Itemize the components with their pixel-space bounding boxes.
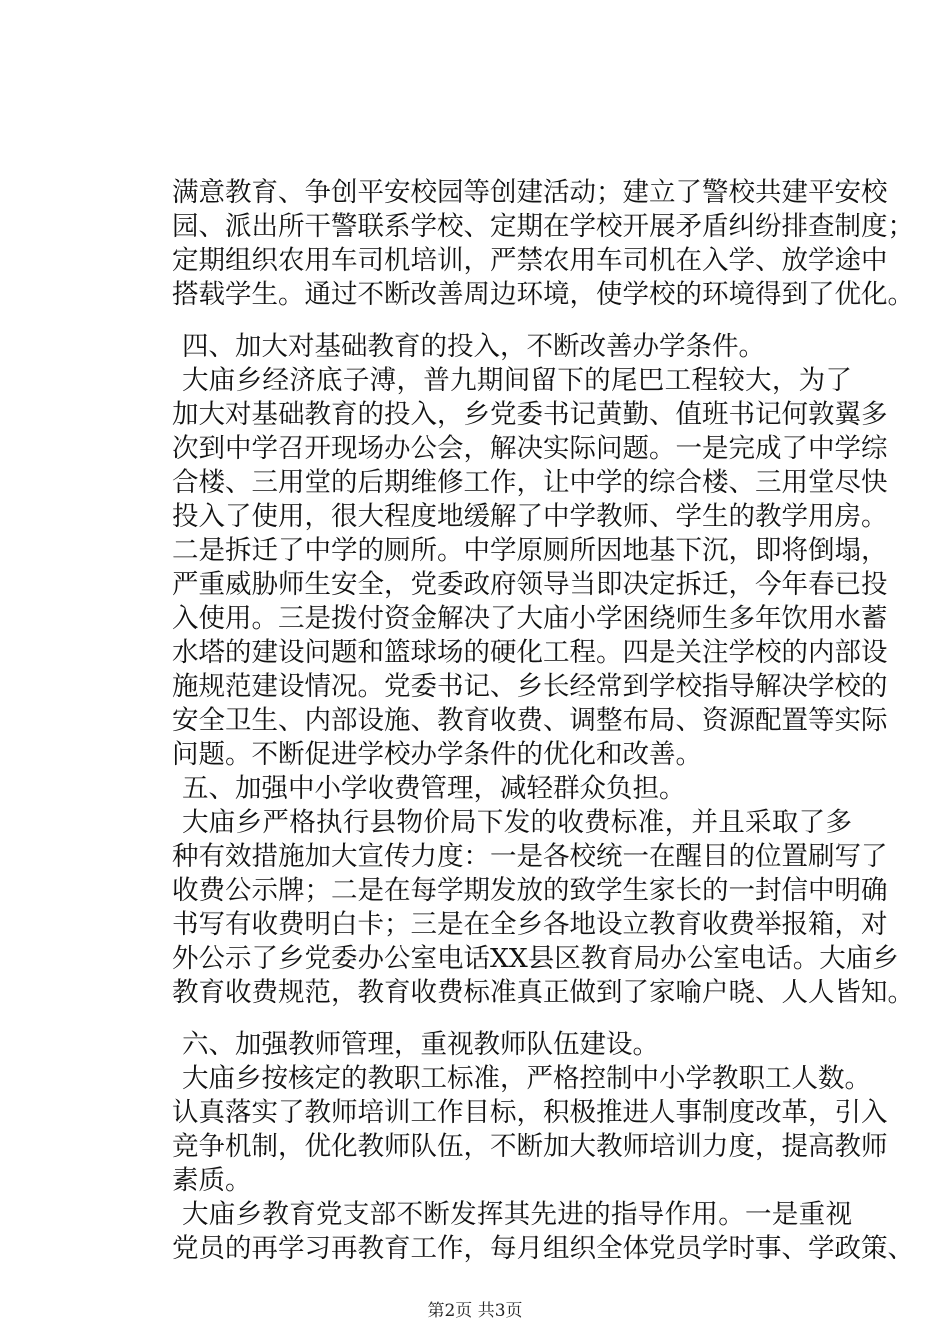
text-line: 入使用。三是拨付资金解决了大庙小学困绕师生多年饮用水蓄 [172,603,888,634]
text-line: 种有效措施加大宣传力度：一是各校统一在醒目的位置刷写了 [172,841,888,872]
text-line: 大庙乡严格执行县物价局下发的收费标准，并且采取了多 [182,807,852,838]
text-line: 合楼、三用堂的后期维修工作，让中学的综合楼、三用堂尽快 [172,467,888,498]
text-line: 认真落实了教师培训工作目标，积极推进人事制度改革，引入 [172,1097,888,1128]
text-line: 园、派出所干警联系学校、定期在学校开展矛盾纠纷排查制度； [172,211,914,242]
text-line: 大庙乡经济底子溥，普九期间留下的尾巴工程较大，为了 [182,365,852,396]
page-number-footer: 第2页 共3页 [427,1301,523,1321]
text-line: 加大对基础教育的投入，乡党委书记黄勤、值班书记何敦翼多 [172,399,888,430]
section-heading: 四、加大对基础教育的投入，不断改善办学条件。 [182,331,765,362]
text-line: 竞争机制，优化教师队伍，不断加大教师培训力度，提高教师 [172,1131,888,1162]
text-line: 次到中学召开现场办公会，解决实际问题。一是完成了中学综 [172,433,888,464]
text-line: 二是拆迁了中学的厕所。中学原厕所因地基下沉，即将倒塌， [172,535,888,566]
text-line: 大庙乡教育党支部不断发挥其先进的指导作用。一是重视 [182,1199,852,1230]
text-line: 安全卫生、内部设施、教育收费、调整布局、资源配置等实际 [172,705,888,736]
text-line: 教育收费规范，教育收费标准真正做到了家喻户晓、人人皆知。 [172,977,914,1008]
text-line: 书写有收费明白卡；三是在全乡各地设立教育收费举报箱，对 [172,909,888,940]
text-line: 素质。 [172,1165,252,1196]
text-line: 定期组织农用车司机培训，严禁农用车司机在入学、放学途中 [172,245,888,276]
text-line: 收费公示牌；二是在每学期发放的致学生家长的一封信中明确 [172,875,888,906]
text-line: 党员的再学习再教育工作，每月组织全体党员学时事、学政策、 [172,1233,914,1264]
text-line: 施规范建设情况。党委书记、乡长经常到学校指导解决学校的 [172,671,888,702]
text-line: 外公示了乡党委办公室电话XX县区教育局办公室电话。大庙乡 [172,943,899,974]
section-heading: 五、加强中小学收费管理，减轻群众负担。 [182,773,686,804]
text-line: 严重威胁师生安全，党委政府领导当即决定拆迁，今年春已投 [172,569,888,600]
text-line: 搭载学生。通过不断改善周边环境，使学校的环境得到了优化。 [172,279,914,310]
text-line: 投入了使用，很大程度地缓解了中学教师、学生的教学用房。 [172,501,888,532]
text-line: 大庙乡按核定的教职工标准，严格控制中小学教职工人数。 [182,1063,871,1094]
text-line: 水塔的建设问题和篮球场的硬化工程。四是关注学校的内部设 [172,637,888,668]
section-heading: 六、加强教师管理，重视教师队伍建设。 [182,1029,659,1060]
text-line: 问题。不断促进学校办学条件的优化和改善。 [172,739,702,770]
text-line: 满意教育、争创平安校园等创建活动；建立了警校共建平安校 [172,177,888,208]
